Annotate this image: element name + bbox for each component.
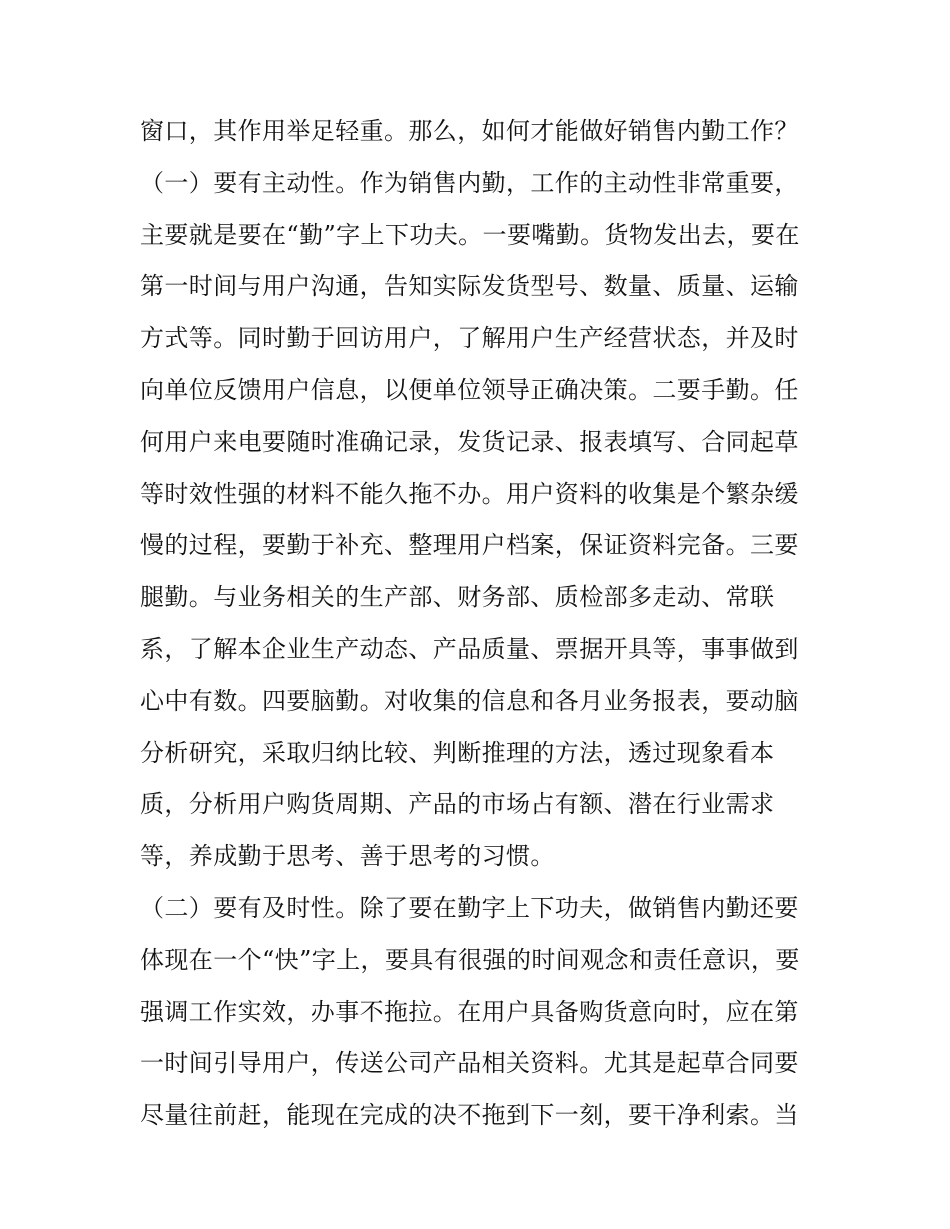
text-line: 窗口，其作用举足轻重。那么，如何才能做好销售内勤工作？ (140, 117, 799, 145)
text-line: 体现在一个“快”字上，要具有很强的时间观念和责任意识，要 (140, 945, 800, 974)
text-line: 腿勤。与业务相关的生产部、财务部、质检部多走动、常联 (140, 583, 775, 612)
text-line: 方式等。同时勤于回访用户，了解用户生产经营状态，并及时 (140, 324, 799, 353)
text-line: 向单位反馈用户信息，以便单位领导正确决策。二要手勤。任 (140, 375, 799, 404)
text-line: 强调工作实效，办事不拖拉。在用户具备购货意向时，应在第 (140, 997, 799, 1026)
text-line: 等，养成勤于思考、善于思考的习惯。 (140, 842, 555, 871)
text-line: 尽量往前赶，能现在完成的决不拖到下一刻，要干净利索。当 (140, 1101, 799, 1130)
text-line: 主要就是要在“勤”字上下功夫。一要嘴勤。货物发出去，要在 (140, 220, 800, 249)
text-line: 慢的过程，要勤于补充、整理用户档案，保证资料完备。三要 (140, 531, 799, 560)
text-line: 何用户来电要随时准确记录，发货记录、报表填写、合同起草 (140, 427, 799, 456)
text-line: 质，分析用户购货周期、产品的市场占有额、潜在行业需求 (140, 790, 775, 819)
body-text (140, 106, 820, 1142)
text-line: 分析研究，采取归纳比较、判断推理的方法，透过现象看本 (140, 738, 775, 767)
text-line: （二）要有及时性。除了要在勤字上下功夫，做销售内勤还要 (140, 893, 799, 922)
text-line: 系，了解本企业生产动态、产品质量、票据开具等，事事做到 (140, 634, 799, 663)
text-line: 等时效性强的材料不能久拖不办。用户资料的收集是个繁杂缓 (140, 479, 799, 508)
text-line: （一）要有主动性。作为销售内勤，工作的主动性非常重要， (140, 168, 799, 197)
text-line: 一时间引导用户，传送公司产品相关资料。尤其是起草合同要 (140, 1049, 799, 1078)
text-line: 心中有数。四要脑勤。对收集的信息和各月业务报表，要动脑 (140, 686, 799, 715)
text-line: 第一时间与用户沟通，告知实际发货型号、数量、质量、运输 (140, 272, 799, 301)
